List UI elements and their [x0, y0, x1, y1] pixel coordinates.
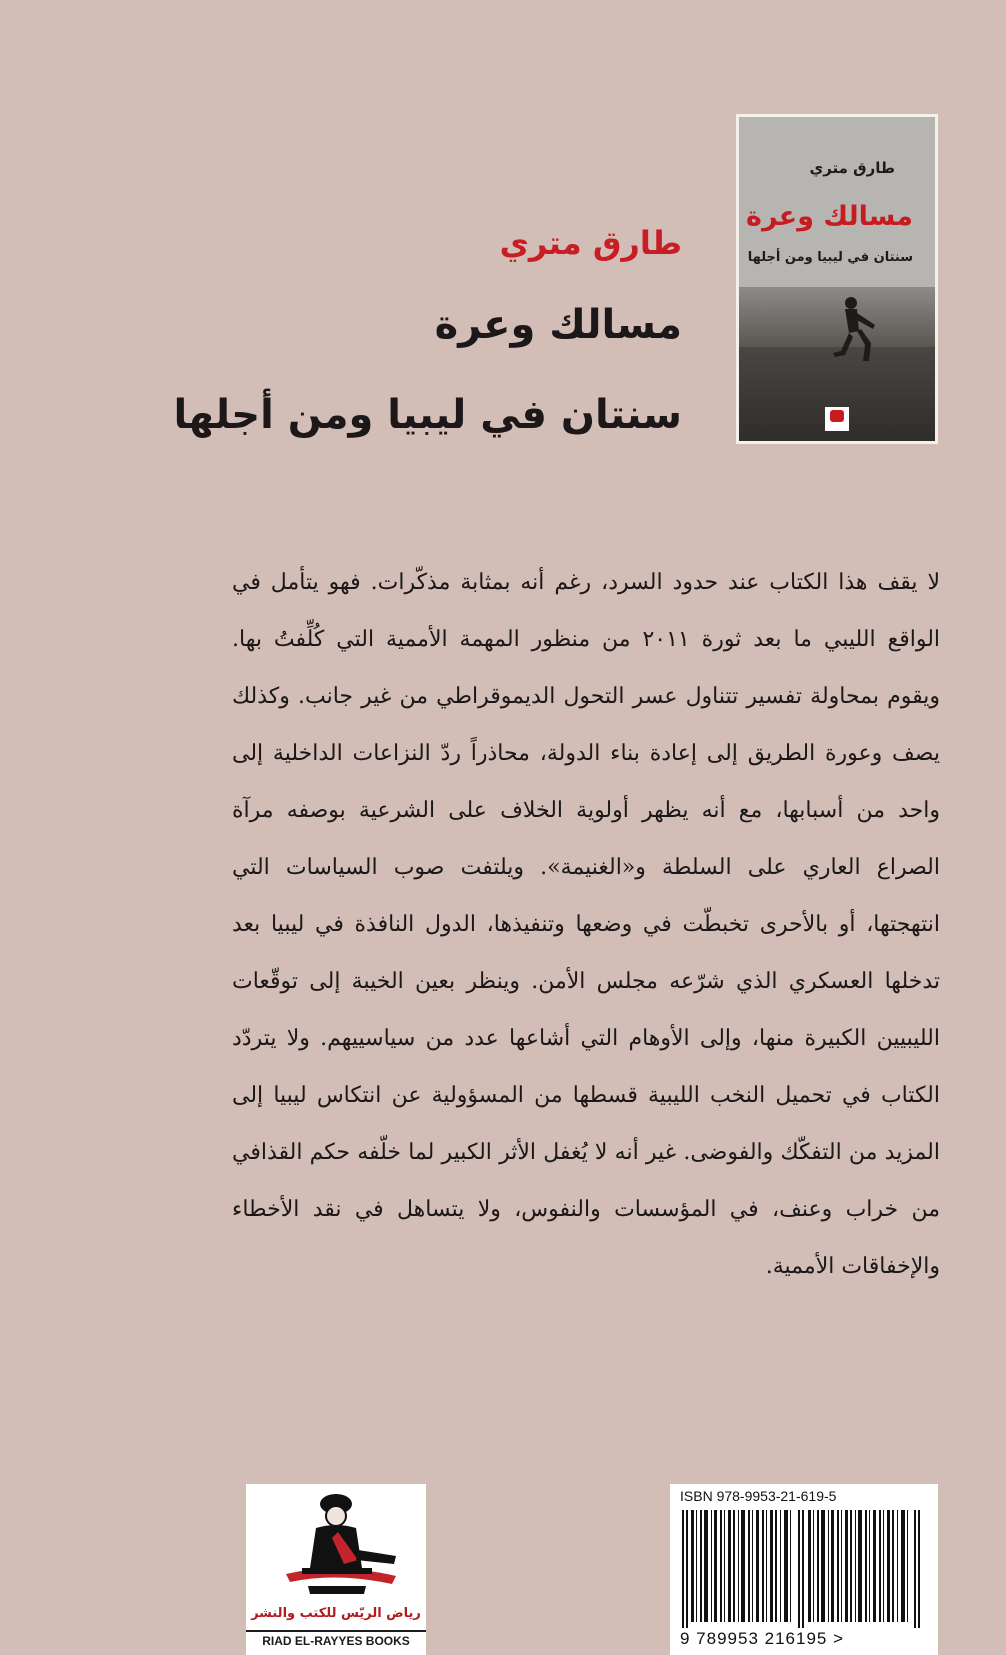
barcode-digits: 9 789953 216195 >: [680, 1629, 845, 1648]
author-name: طارق متري: [499, 224, 682, 262]
cover-subtitle: سنتان في ليبيا ومن أجلها: [747, 250, 913, 265]
publisher-figure-icon: [246, 1490, 426, 1602]
book-title: مسالك وعرة: [434, 302, 682, 348]
book-blurb: لا يقف هذا الكتاب عند حدود السرد، رغم أنه بمثابة مذكّرات. فهو يتأمل في الواقع الليبي ما بعد ثورة ٢٠١١ من منظور المهمة الأممية التي كُلِّفتُ بها. ويقوم بمحاولة تفسير تتناول عسر التحول الديموقراطي من غير جانب. وكذلك يصف وعورة الطريق إلى إعادة بناء الدولة، محاذراً ردّ النزاعات الداخلية إلى واحد من أسبابها، مع أنه يظهر أولوية الخلاف على الشرعية بوصفه مرآة الصراع العاري على السلطة و«الغنيمة». ويلتفت صوب السياسات التي انتهجتها، أو بالأحرى تخبطّت في وضعها وتنفيذها، الدول النافذة في ليبيا بعد تدخلها العسكري الذي شرّعه مجلس الأمن. وينظر بعين الخيبة إلى توقّعات الليبيين الكبيرة منها، وإلى الأوهام التي أشاعها عدد من سياسييهم. ولا يتردّد الكتاب في تحميل النخب الليبية قسطها من المسؤولية عن انتكاس ليبيا إلى المزيد من التفكّك والفوضى. غير أنه لا يُغفل الأثر الكبير لما خلّفه حكم القذافي من خراب وعنف، في المؤسسات والنفوس، ولا يتساهل في نقد الأخطاء والإخفاقات الأممية.: [232, 570, 941, 1279]
publisher-divider: [246, 1630, 426, 1632]
book-subtitle: سنتان في ليبيا ومن أجلها: [173, 392, 682, 438]
cover-title: مسالك وعرة: [746, 201, 913, 232]
barcode-label: [670, 1484, 938, 1655]
cover-logo-mark: [830, 410, 844, 422]
publisher-name-arabic: رياض الريّس للكتب والنشر: [251, 1606, 421, 1621]
cover-author: طارق متري: [809, 159, 895, 177]
publisher-logo: [246, 1484, 426, 1655]
running-fighter-icon: [819, 295, 879, 367]
cover-publisher-logo: [825, 407, 849, 431]
barcode-icon: [680, 1510, 928, 1628]
isbn-text: ISBN 978-9953-21-619-5: [680, 1488, 837, 1504]
publisher-name-latin: RIAD EL-RAYYES BOOKS: [262, 1634, 410, 1648]
cover-thumbnail: [736, 114, 938, 444]
